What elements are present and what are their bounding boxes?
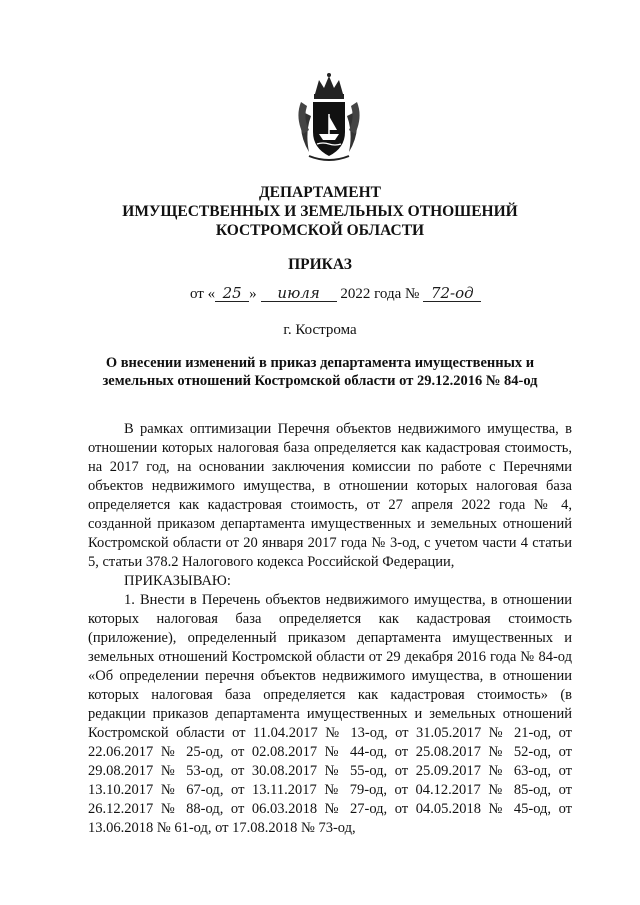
- date-prefix: от «: [190, 286, 216, 302]
- date-quote-close: »: [249, 286, 257, 302]
- city-name: г. Кострома: [283, 322, 357, 338]
- kostroma-coat-of-arms-icon: [295, 72, 363, 162]
- department-title-line-3: КОСТРОМСКОЙ ОБЛАСТИ: [215, 222, 425, 239]
- order-subject: [80, 354, 560, 390]
- department-title-line-1: ДЕПАРТАМЕНТ: [258, 184, 382, 201]
- department-title-line-2: ИМУЩЕСТВЕННЫХ И ЗЕМЕЛЬНЫХ ОТНОШЕНИЙ: [122, 203, 518, 220]
- handwritten-order-number: 72-од: [423, 285, 481, 302]
- order-subject-line-2: земельных отношений Костромской области от 29.12.2016 № 84-од: [102, 373, 538, 389]
- body-paragraph-orders: ПРИКАЗЫВАЮ:: [124, 573, 231, 589]
- body-paragraph-2: 1. Внести в Перечень объектов недвижимого имущества, в отношении которых налоговая база определяется как кадастровая стоимость (приложение), определенный приказом департамента имущественных и земельных отношений Костромской области от 29 декабря 2016 года № 84-од «Об определении перечня объектов недвижимого имущества, в отношении которых налоговая база определяется как кадастровая стоимость» (в редакции приказов департамента имущественных и земельных отношений Костромской области от 11.04.2017 № 13-од, от 31.05.2017 № 21-од, от 22.06.2017 № 25-од, от 02.08.2017 № 44-од, от 25.08.2017 № 52-од, от 29.08.2017 № 53-од, от 30.08.2017 № 55-од, от 25.09.2017 № 63-од, от 13.10.2017 № 67-од, от 13.11.2017 № 79-од, от 04.12.2017 № 85-од, от 26.12.2017 № 88-од, от 06.03.2018 № 27-од, от 04.05.2018 № 45-од, от 13.06.2018 № 61-од, от 17.08.2018 № 73-од,: [88, 592, 572, 836]
- order-subject-line-1: О внесении изменений в приказ департамента имущественных и: [105, 355, 535, 371]
- handwritten-month: июля: [261, 285, 337, 302]
- order-date-line: [190, 285, 481, 303]
- body-paragraph-1: В рамках оптимизации Перечня объектов недвижимого имущества, в отношении которых налоговая база определяется как кадастровая стоимость, на 2017 год, на основании заключения комиссии по работе с Перечнями объектов недвижимого имущества, в отношении которых налоговая база определяется как кадастровая стоимость, от 27 апреля 2022 года № 4, созданной приказом департамента имущественных и земельных отношений Костромской области от 20 января 2017 года № 3-од, с учетом части 4 статьи 5, статьи 378.2 Налогового кодекса Российской Федерации,: [88, 421, 572, 570]
- order-title: ПРИКАЗ: [288, 256, 352, 273]
- order-body: [88, 420, 572, 838]
- date-year-text: 2022 года №: [340, 286, 420, 302]
- handwritten-day: 25: [215, 285, 249, 302]
